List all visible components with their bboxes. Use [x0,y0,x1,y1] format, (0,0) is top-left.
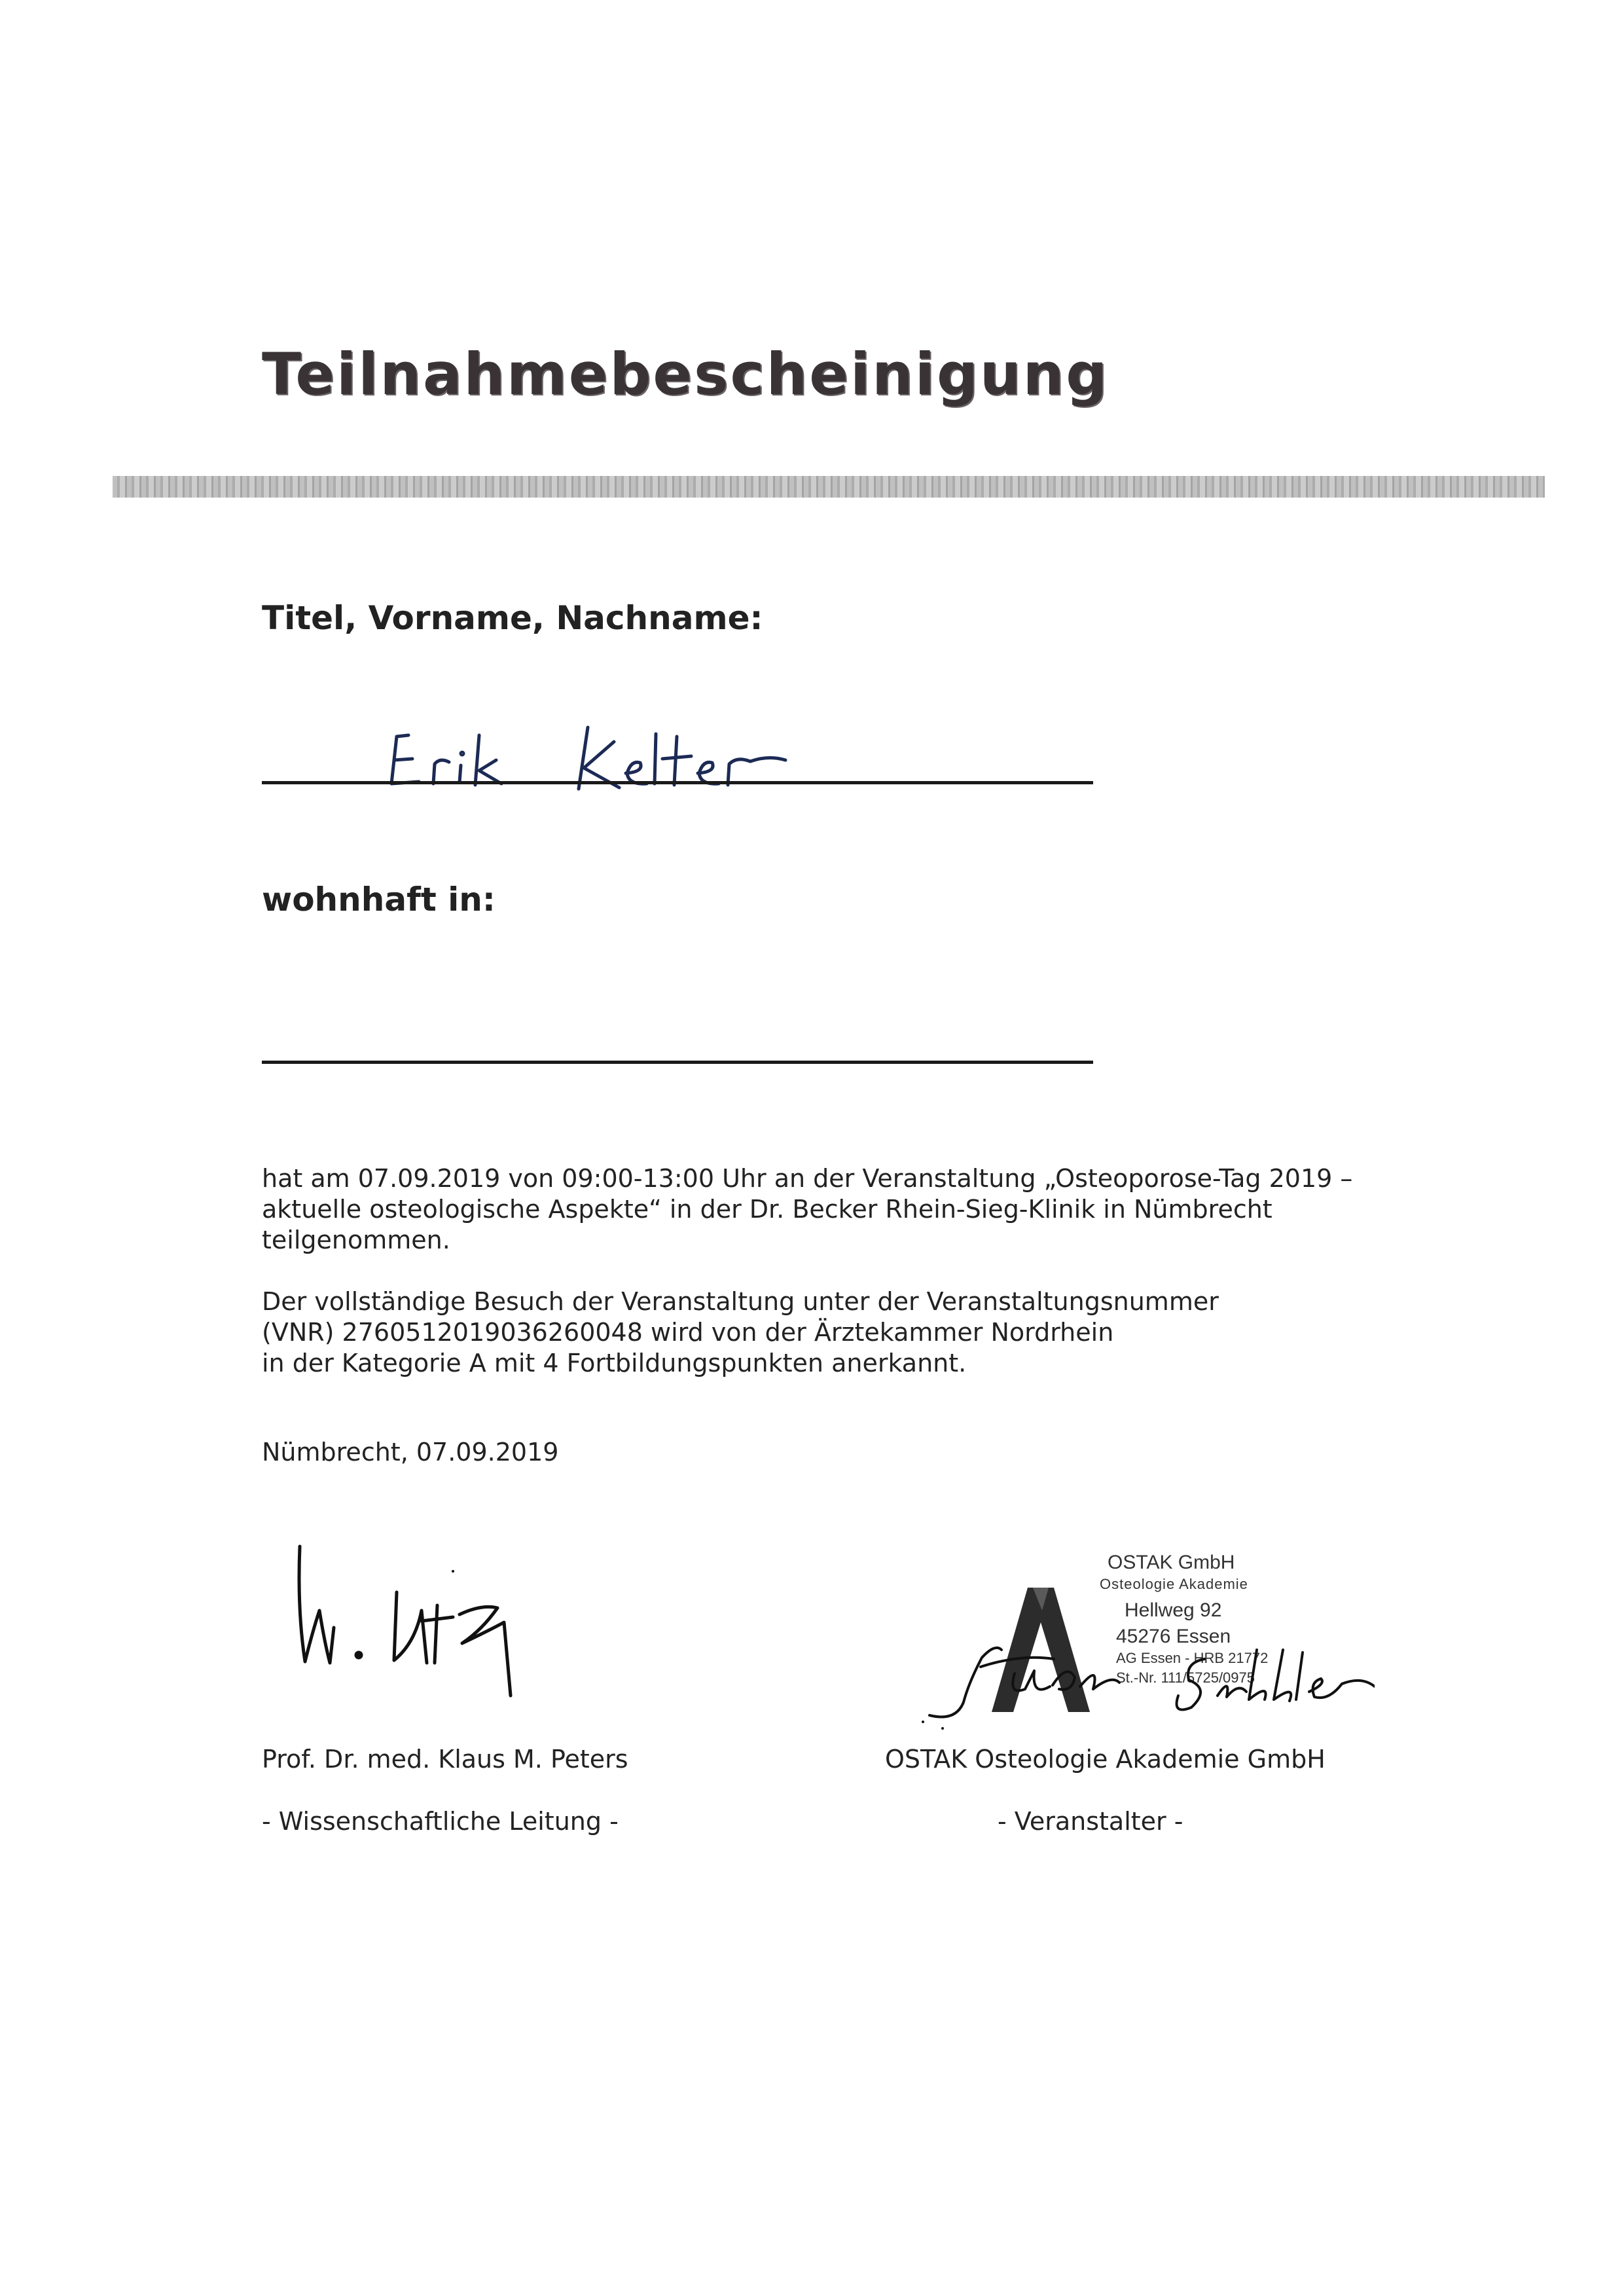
accreditation-line-2: (VNR) 2760512019036260048 wird von der Ärztekammer Nordrhein [262,1318,1114,1347]
signature-left [281,1532,556,1709]
participation-line-2: aktuelle osteologische Aspekte“ in der Dr. Becker Rhein-Sieg-Klinik in Nümbrecht [262,1195,1272,1224]
stamp-tax-number: St.-Nr. 111/5725/0975 [1116,1669,1255,1686]
participation-line-1: hat am 07.09.2019 von 09:00-13:00 Uhr an der Veranstaltung „Osteoporose-Tag 2019 – [262,1164,1353,1193]
address-field-line [262,1061,1093,1064]
stamp-city: 45276 Essen [1116,1626,1231,1647]
stamp-subtitle: Osteologie Akademie [1100,1576,1248,1592]
stamp-street: Hellweg 92 [1125,1599,1222,1621]
participation-paragraph [262,1163,1352,1256]
title-rule-bar [113,476,1545,498]
left-signatory-name: Prof. Dr. med. Klaus M. Peters [262,1745,628,1774]
accreditation-line-3: in der Kategorie A mit 4 Fortbildungspunkten anerkannt. [262,1349,967,1377]
right-signatory-role: - Veranstalter - [998,1807,1183,1836]
accreditation-line-1: Der vollständige Besuch der Veranstaltung unter der Veranstaltungsnummer [262,1287,1219,1316]
right-signatory-name: OSTAK Osteologie Akademie GmbH [885,1745,1326,1774]
stamp-register: AG Essen - HRB 21772 [1116,1650,1269,1666]
participation-line-3: teilgenommen. [262,1226,450,1254]
name-field-line [262,781,1093,784]
stamp-company: OSTAK GmbH [1108,1552,1235,1573]
document-title: Teilnahmebescheinigung [262,340,1110,408]
left-signatory-role: - Wissenschaftliche Leitung - [262,1807,619,1836]
signature-right [903,1624,1375,1735]
accreditation-paragraph [262,1286,1219,1379]
name-field-label: Titel, Vorname, Nachname: [262,599,763,637]
place-date: Nümbrecht, 07.09.2019 [262,1438,559,1467]
address-field-label: wohnhaft in: [262,881,496,919]
